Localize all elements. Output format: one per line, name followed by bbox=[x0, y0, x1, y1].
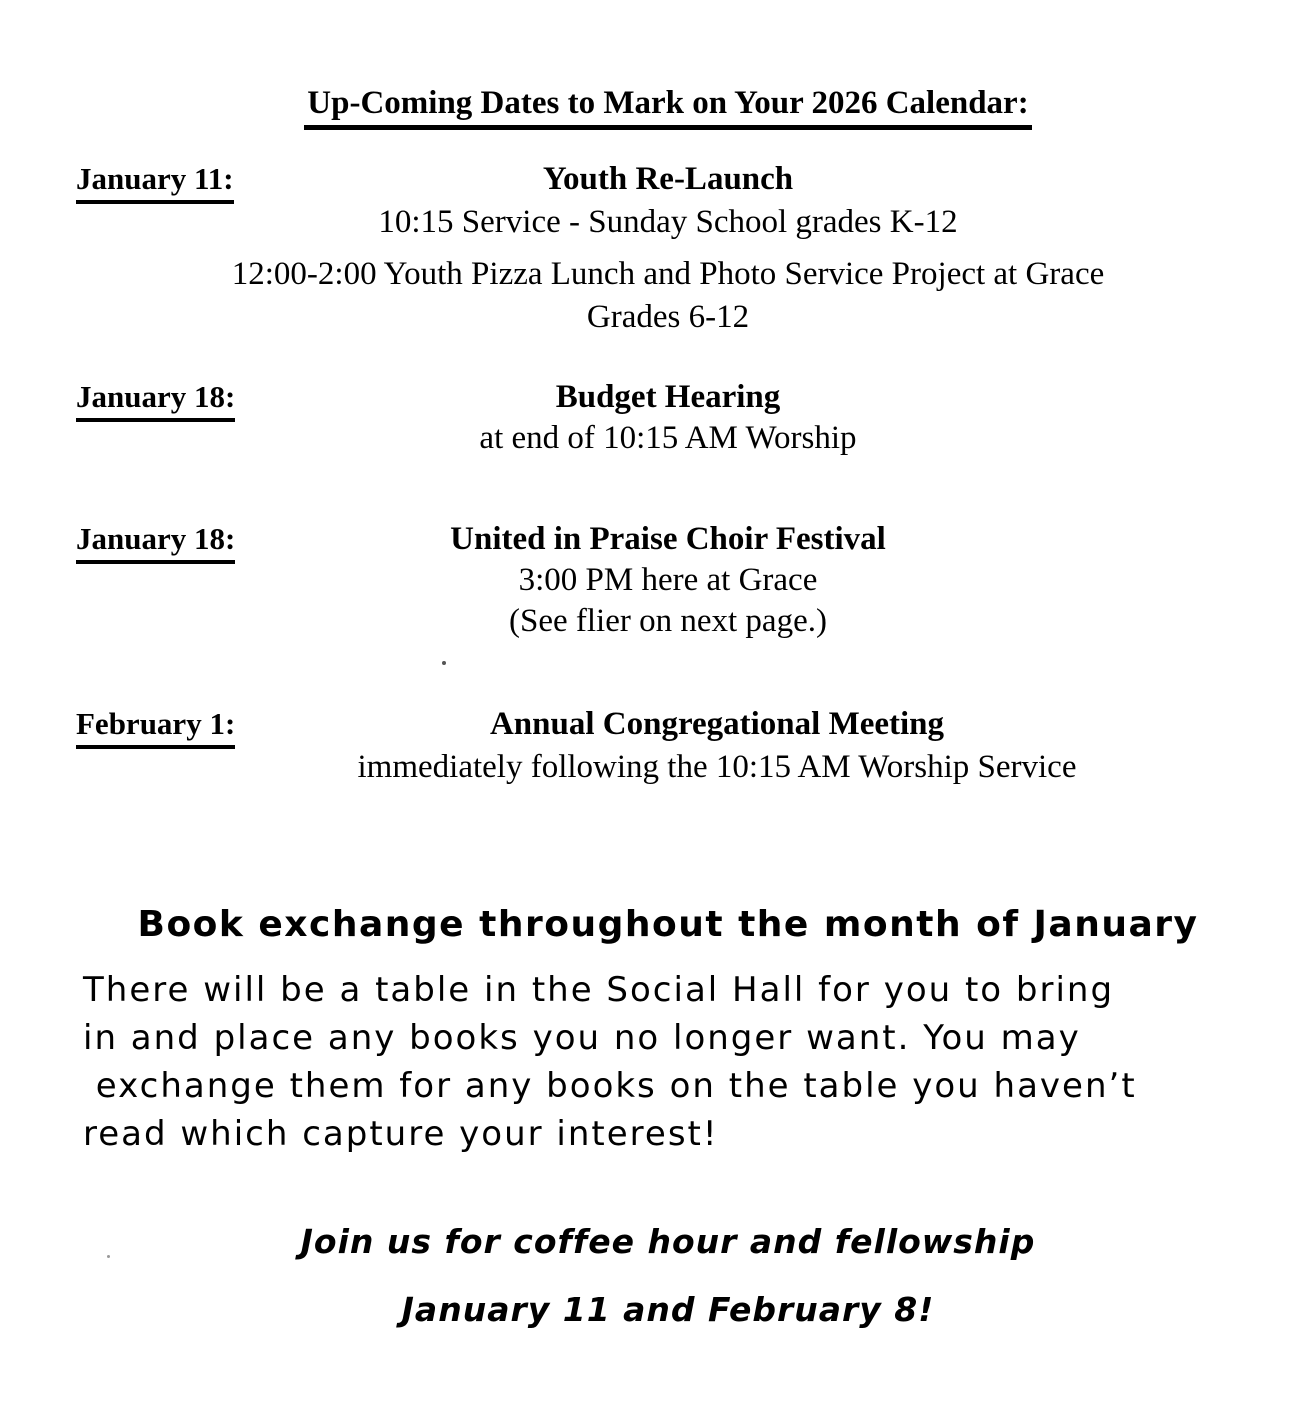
event-name: Budget Hearing bbox=[555, 379, 781, 415]
event-date: January 18: bbox=[76, 378, 235, 422]
event-detail: 12:00-2:00 Youth Pizza Lunch and Photo Service Project at Grace bbox=[231, 256, 1105, 292]
event-detail: 3:00 PM here at Grace bbox=[518, 562, 818, 598]
event-date: January 11: bbox=[76, 160, 234, 204]
event-detail: at end of 10:15 AM Worship bbox=[479, 420, 857, 456]
event-detail: Grades 6-12 bbox=[586, 299, 750, 335]
paragraph-line: There will be a table in the Social Hall for you to bring bbox=[83, 970, 1115, 1010]
book-exchange-paragraph bbox=[83, 966, 1284, 1158]
coffee-hour-invite: Join us for coffee hour and fellowship bbox=[300, 1222, 1036, 1261]
scan-artifact-dot bbox=[442, 661, 446, 665]
event-detail: (See flier on next page.) bbox=[509, 603, 827, 639]
event-name: United in Praise Choir Festival bbox=[450, 521, 886, 557]
page-title-text: Up-Coming Dates to Mark on Your 2026 Calendar: bbox=[304, 84, 1031, 130]
event-name: Youth Re-Launch bbox=[542, 161, 794, 197]
page-title bbox=[40, 84, 1296, 130]
paragraph-line: exchange them for any books on the table you haven’t bbox=[83, 1066, 1137, 1106]
event-date: February 1: bbox=[76, 705, 235, 749]
event-date: January 18: bbox=[76, 520, 235, 564]
event-name: Annual Congregational Meeting bbox=[489, 706, 945, 742]
scan-artifact-dot bbox=[107, 1255, 110, 1258]
paragraph-line: in and place any books you no longer want. You may bbox=[83, 1018, 1081, 1058]
paragraph-line: read which capture your interest! bbox=[83, 1114, 719, 1154]
book-exchange-heading: Book exchange throughout the month of January bbox=[137, 904, 1199, 945]
coffee-hour-dates: January 11 and February 8! bbox=[401, 1290, 935, 1329]
event-detail: immediately following the 10:15 AM Worship Service bbox=[357, 749, 1077, 785]
event-detail: 10:15 Service - Sunday School grades K-12 bbox=[378, 204, 958, 240]
